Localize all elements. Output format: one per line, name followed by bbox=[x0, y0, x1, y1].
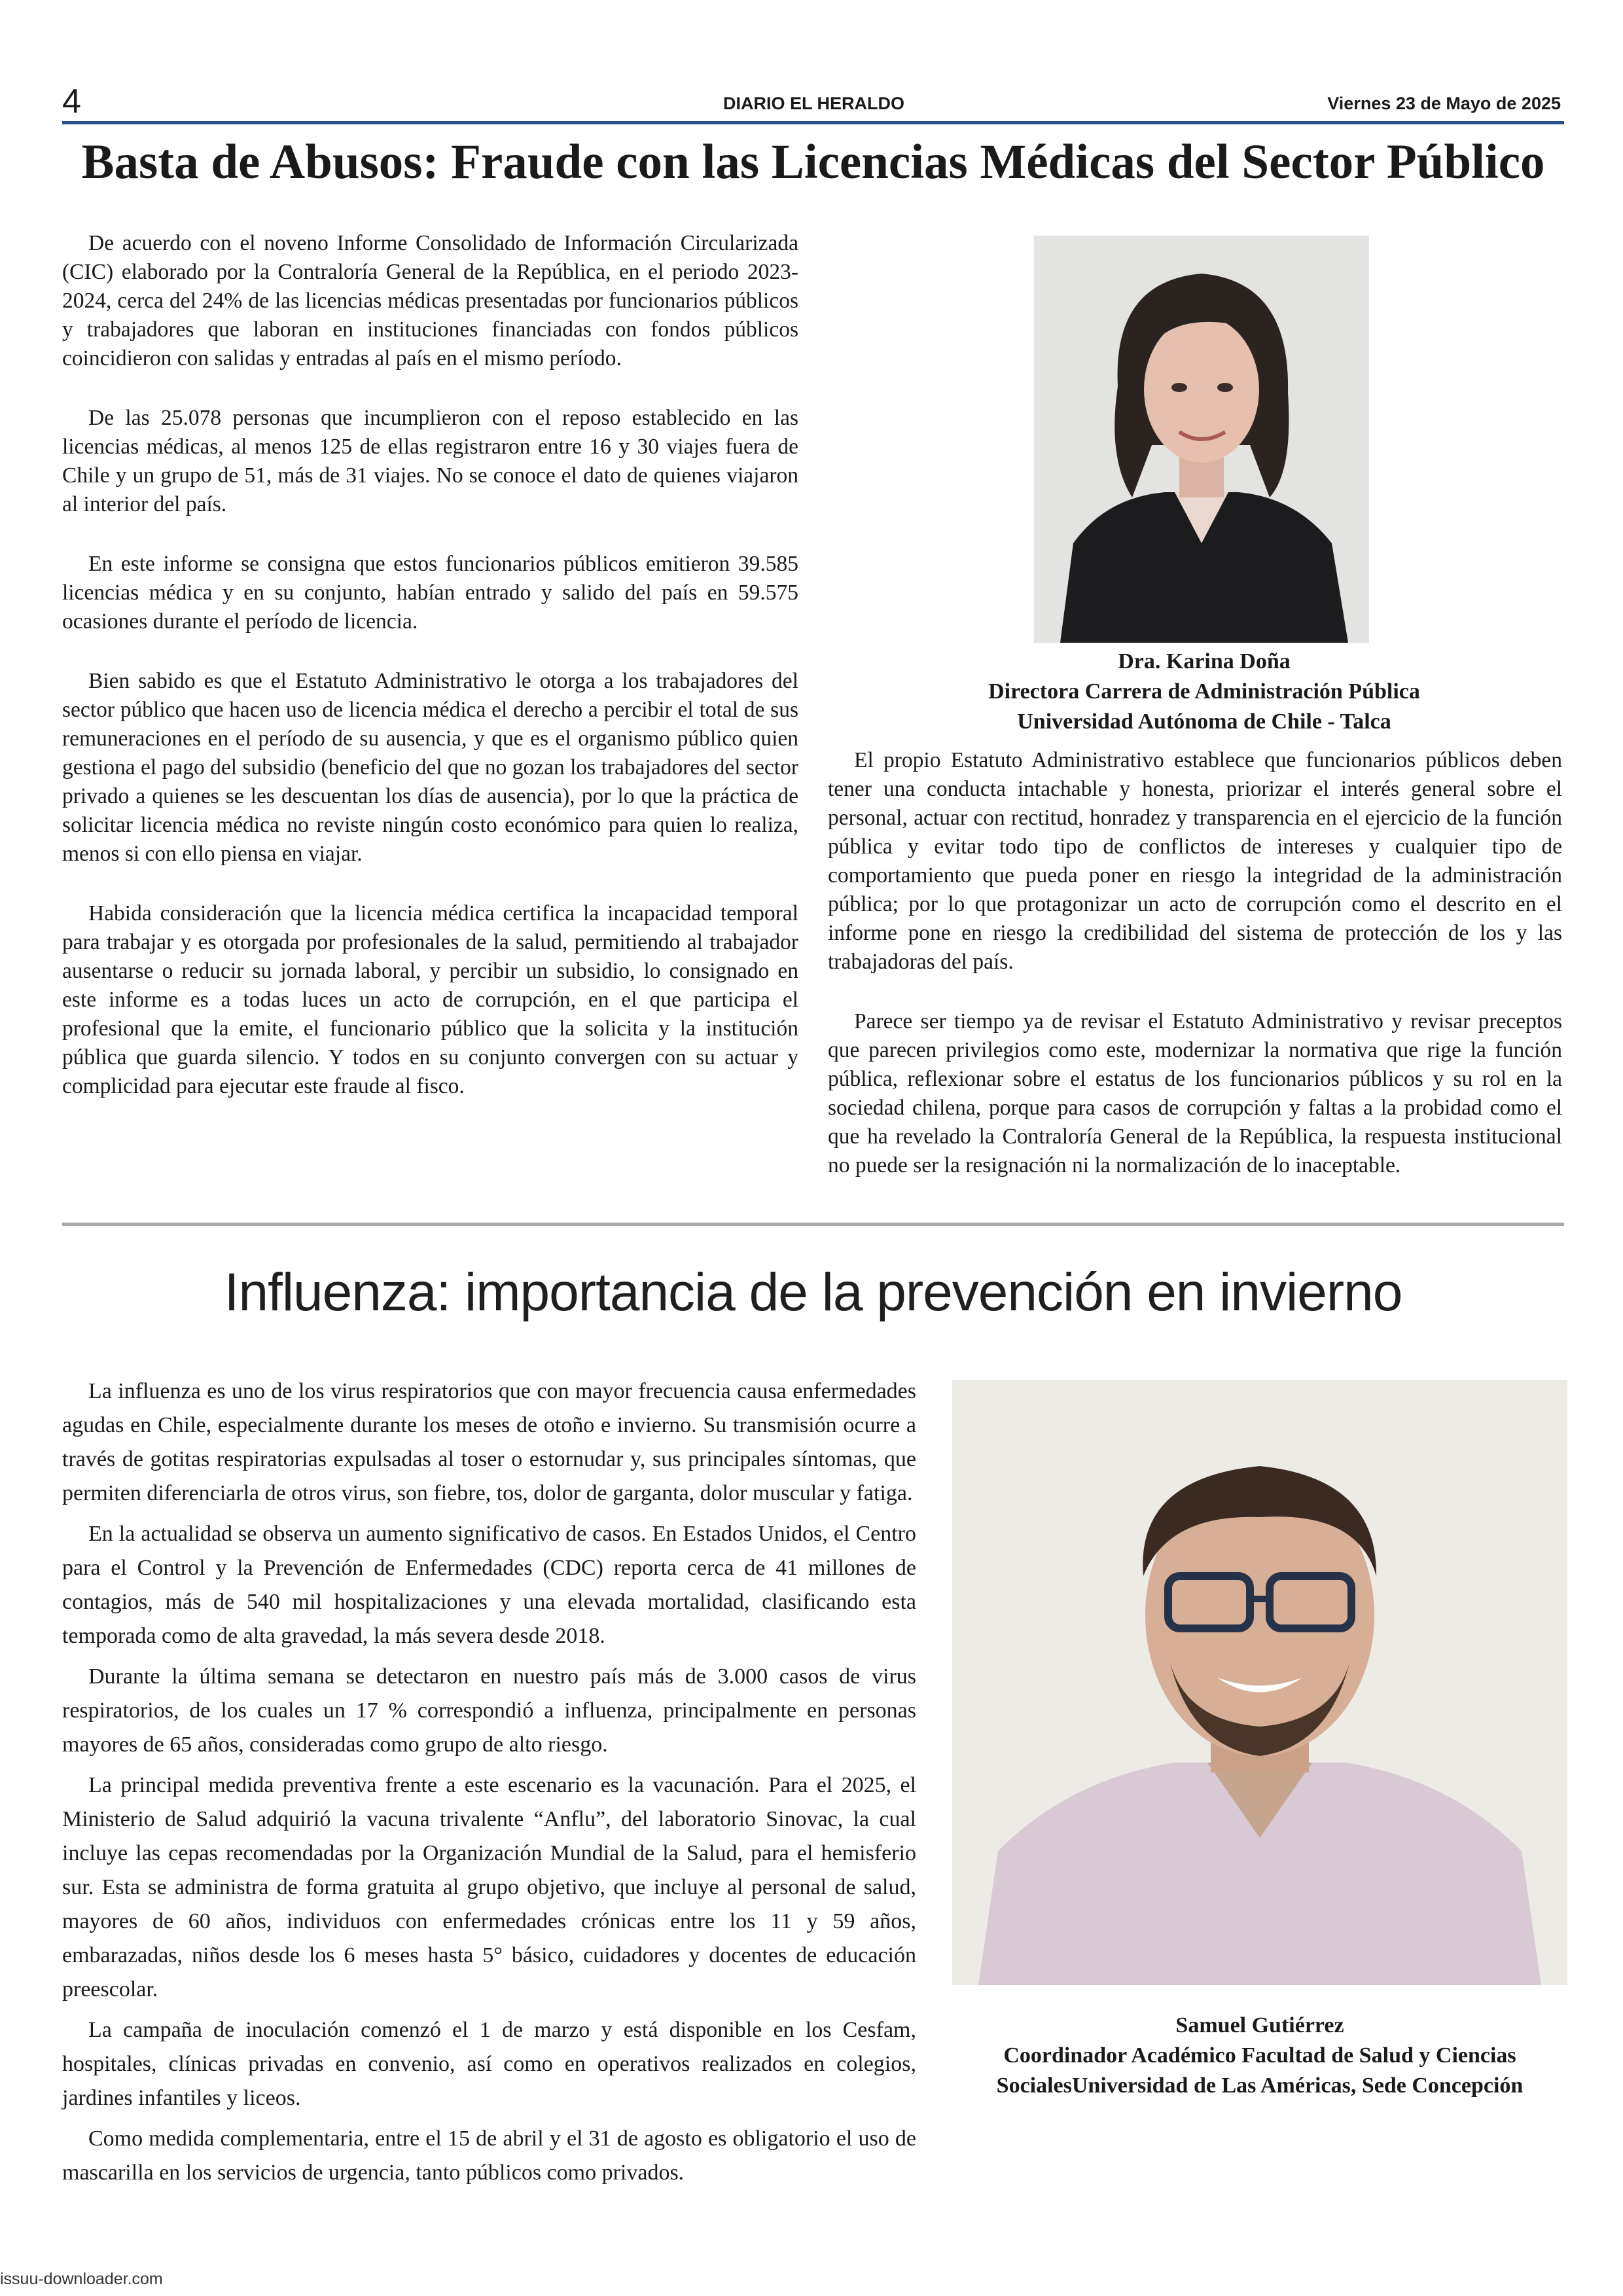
article2-paragraph: La influenza es uno de los virus respiratorios que con mayor frecuencia causa enfermedades agudas en Chile, especialmente durante los meses de otoño e invierno. Su transmisión ocurre a través de gotitas respiratorias expulsadas al toser o estornudar y, sus principales síntomas, que permiten diferenciarla de otros virus, son fiebre, tos, dolor de garganta, dolor muscular y fatiga. bbox=[62, 1379, 916, 1505]
newspaper-name: DIARIO EL HERALDO bbox=[723, 94, 905, 113]
publication-date: Viernes 23 de Mayo de 2025 bbox=[1327, 94, 1561, 113]
article2-paragraph: Durante la última semana se detectaron en nuestro país más de 3.000 casos de virus respiratorios, de los cuales un 17 % correspondió a influenza, principalmente en personas mayores de 65 años, consideradas como grupo de alto riesgo. bbox=[62, 1664, 916, 1757]
watermark-text: issuu-downloader.com bbox=[0, 2270, 163, 2288]
page-header bbox=[62, 82, 1564, 124]
article1-paragraph: De acuerdo con el noveno Informe Consolidado de Información Circularizada (CIC) elaborado por la Contraloría General de la República, en el periodo 2023-2024, cerca del 24% de las licencias médicas presentadas por funcionarios públicos y trabajadores que laboran en instituciones financiadas con fondos públicos coincidieron con salidas y entradas al país en el mismo período. bbox=[62, 231, 798, 370]
article1-headline: Basta de Abusos: Fraude con las Licencias Médicas del Sector Público bbox=[81, 135, 1545, 189]
article2-paragraph: La campaña de inoculación comenzó el 1 de marzo y está disponible en los Cesfam, hospitales, clínicas privadas en convenio, así como en operativos realizados en colegios, jardines infantiles y liceos. bbox=[62, 2018, 916, 2110]
article1-paragraph: De las 25.078 personas que incumplieron con el reposo establecido en las licencias médicas, al menos 125 de ellas registraron entre 16 y 30 viajes fuera de Chile y un grupo de 51, más de 31 viajes. No se conoce el dato de quienes viajaron al interior del país. bbox=[62, 406, 798, 516]
author-name: Dra. Karina Doña bbox=[1118, 649, 1291, 673]
article2-paragraph: En la actualidad se observa un aumento significativo de casos. En Estados Unidos, el Centro para el Control y la Prevención de Enfermedades (CDC) reporta cerca de 41 millones de contagios, más de 540 mil hospitalizaciones y una elevada mortalidad, clasificando esta temporada como de alta gravedad, la más severa desde 2018. bbox=[62, 1522, 916, 1648]
article1-author-caption bbox=[851, 647, 1558, 737]
article2-author-caption bbox=[942, 2011, 1577, 2101]
author-institution: SocialesUniversidad de Las Américas, Sede Concepción bbox=[996, 2073, 1524, 2098]
author-role: Directora Carrera de Administración Pública bbox=[988, 679, 1420, 704]
page-number: 4 bbox=[62, 82, 81, 120]
article1-paragraph: El propio Estatuto Administrativo establece que funcionarios públicos deben tener una conducta intachable y honesta, priorizar el interés general sobre el personal, actuar con rectitud, honradez y transparencia en el ejercicio de la función pública y evitar todo tipo de conflictos de intereses y cualquier tipo de comportamiento que pueda poner en riesgo la integridad de la administración pública; por lo que protagonizar un acto de corrupción como el descrito en el informe pone en riesgo la credibilidad del sistema de protección de los y las trabajadoras del país. bbox=[828, 748, 1562, 974]
article2-paragraph: La principal medida preventiva frente a este escenario es la vacunación. Para el 2025, el Ministerio de Salud adquirió la vacuna trivalente “Anflu”, del laboratorio Sinovac, la cual incluye las cepas recomendadas por la Organización Mundial de la Salud, para el hemisferio sur. Esta se administra de forma gratuita al grupo objetivo, que incluye al personal de salud, mayores de 60 años, individuos con enfermedades crónicas entre los 11 y 59 años, embarazadas, niños desde los 6 meses hasta 5° básico, cuidadores y docentes de educación preescolar. bbox=[62, 1773, 916, 2001]
article1-paragraph: En este informe se consigna que estos funcionarios públicos emitieron 39.585 licencias médica y en su conjunto, habían entrado y salido del país en 59.575 ocasiones durante el período de licencia. bbox=[62, 552, 798, 634]
author-name: Samuel Gutiérrez bbox=[1175, 2013, 1344, 2037]
author-role: Coordinador Académico Facultad de Salud y Ciencias bbox=[1003, 2043, 1516, 2068]
author-photo-karina-dona bbox=[1034, 236, 1369, 643]
article1-paragraph: Parece ser tiempo ya de revisar el Estatuto Administrativo y revisar preceptos que parecen privilegios como este, modernizar la normativa que rige la función pública, reflexionar sobre el estatus de los funcionarios públicos y su rol en la sociedad chilena, porque para casos de corrupción y faltas a la probidad como el que ha revelado la Contraloría General de la República, la respuesta institucional no puede ser la resignación ni la normalización de lo inaceptable. bbox=[828, 1009, 1562, 1177]
article1-right-column bbox=[828, 746, 1562, 1211]
author-institution: Universidad Autónoma de Chile - Talca bbox=[1017, 709, 1391, 734]
article1-left-column bbox=[62, 229, 798, 1132]
article1-paragraph: Bien sabido es que el Estatuto Administrativo le otorga a los trabajadores del sector público que hacen uso de licencia médica el derecho a percibir el total de sus remuneraciones en el período de su ausencia, y que es el organismo público quien gestiona el pago del subsidio (beneficio del que no gozan los trabajadores del sector privado a quienes se les descuentan los días de ausencia), por lo que la práctica de solicitar licencia médica no reviste ningún costo económico para quien lo realiza, menos si con ello piensa en viajar. bbox=[62, 669, 798, 866]
article2-paragraph: Como medida complementaria, entre el 15 de abril y el 31 de agosto es obligatorio el uso de mascarilla en los servicios de urgencia, tanto públicos como privados. bbox=[62, 2126, 916, 2185]
article2-text-column bbox=[62, 1374, 916, 2197]
author-photo-samuel-gutierrez bbox=[952, 1380, 1567, 1985]
section-divider bbox=[62, 1223, 1564, 1226]
article1-paragraph: Habida consideración que la licencia médica certifica la incapacidad temporal para trabajar y es otorgada por profesionales de la salud, permitiendo al trabajador ausentarse o reducir su jornada laboral, y percibir un subsidio, lo consignado en este informe es a todas luces un acto de corrupción, en el que participa el profesional que la emite, el funcionario público que la solicita y la institución pública que guarda silencio. Y todos en su conjunto convergen con su actuar y complicidad para ejecutar este fraude al fisco. bbox=[62, 901, 798, 1098]
article2-headline: Influenza: importancia de la prevención en invierno bbox=[224, 1263, 1402, 1322]
